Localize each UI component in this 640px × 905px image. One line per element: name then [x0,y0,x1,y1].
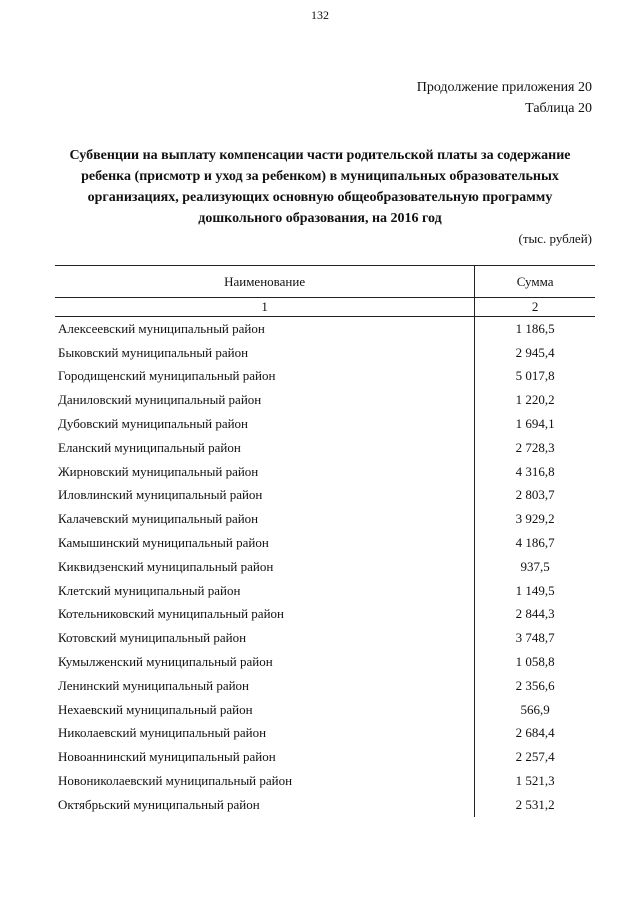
table-row [55,531,595,555]
column-number-1: 1 [55,298,475,317]
subvention-amount: 566,9 [520,701,550,717]
district-name: Новониколаевский муниципальный район [55,769,475,793]
table-row [55,484,595,508]
table-row [55,626,595,650]
table-row [55,436,595,460]
subvention-amount: 2 257,4 [515,749,555,765]
subvention-amount: 1 694,1 [515,416,555,432]
subvention-amount: 2 356,6 [515,677,555,693]
header-row [55,266,595,298]
subvention-amount: 1 220,2 [515,392,555,408]
column-number-2: 2 [475,298,595,317]
table-label: Таблица 20 [525,101,592,116]
subventions-table [55,265,595,817]
document-title: Субвенции на выплату компенсации части родительской платы за содержание ребенка (присмотр и уход за ребенком) в муниципальных образовательных организациях, реализующих основную общеобразовательную программу дошкольного образования, на 2016 год [69,148,571,226]
table-row [55,722,595,746]
subvention-amount: 3 929,2 [515,511,555,527]
appendix-note [417,77,592,119]
subvention-amount: 2 844,3 [515,606,555,622]
table-body [55,317,595,817]
subvention-amount: 1 149,5 [515,582,555,598]
subvention-amount: 1 058,8 [515,654,555,670]
table-row [55,603,595,627]
table-row [55,698,595,722]
district-name: Городищенский муниципальный район [55,365,475,389]
table-row [55,555,595,579]
district-name: Жирновский муниципальный район [55,460,475,484]
district-name: Нехаевский муниципальный район [55,698,475,722]
table-row [55,650,595,674]
district-name: Котельниковский муниципальный район [55,603,475,627]
subvention-amount: 3 748,7 [515,630,555,646]
table-row [55,388,595,412]
district-name: Еланский муниципальный район [55,436,475,460]
district-name: Кумылженский муниципальный район [55,650,475,674]
subvention-amount: 1 186,5 [515,320,555,336]
table-row [55,745,595,769]
table-row [55,341,595,365]
table-row [55,412,595,436]
district-name: Даниловский муниципальный район [55,388,475,412]
table-row [55,317,595,341]
district-name: Клетский муниципальный район [55,579,475,603]
page-number: 132 [311,8,329,22]
subvention-amount: 2 803,7 [515,487,555,503]
appendix-continuation: Продолжение приложения 20 [416,80,592,95]
table-header [55,266,595,317]
subvention-amount: 4 316,8 [515,463,555,479]
district-name: Ленинский муниципальный район [55,674,475,698]
district-name: Николаевский муниципальный район [55,722,475,746]
district-name: Камышинский муниципальный район [55,531,475,555]
table-row [55,365,595,389]
subventions-table-container [55,265,595,817]
subvention-amount: 2 945,4 [515,344,555,360]
table-row [55,579,595,603]
header-name: Наименование [55,266,475,298]
units-label: (тыс. рублей) [518,231,592,246]
district-name: Дубовский муниципальный район [55,412,475,436]
subvention-amount: 2 684,4 [515,725,555,741]
subvention-amount: 5 017,8 [515,368,555,384]
district-name: Киквидзенский муниципальный район [55,555,475,579]
table-row [55,769,595,793]
district-name: Котовский муниципальный район [55,626,475,650]
district-name: Иловлинский муниципальный район [55,484,475,508]
column-number-row [55,298,595,317]
subvention-amount: 2 531,2 [515,796,555,812]
district-name: Калачевский муниципальный район [55,507,475,531]
subvention-amount: 2 728,3 [515,439,555,455]
subvention-amount: 4 186,7 [515,535,555,551]
table-row [55,460,595,484]
table-row [55,793,595,817]
table-row [55,674,595,698]
header-sum: Сумма [475,266,595,298]
district-name: Новоаннинский муниципальный район [55,745,475,769]
district-name: Алексеевский муниципальный район [55,317,475,341]
subvention-amount: 1 521,3 [515,773,555,789]
table-row [55,507,595,531]
subvention-amount: 937,5 [520,558,550,574]
district-name: Быковский муниципальный район [55,341,475,365]
district-name: Октябрьский муниципальный район [55,793,475,817]
